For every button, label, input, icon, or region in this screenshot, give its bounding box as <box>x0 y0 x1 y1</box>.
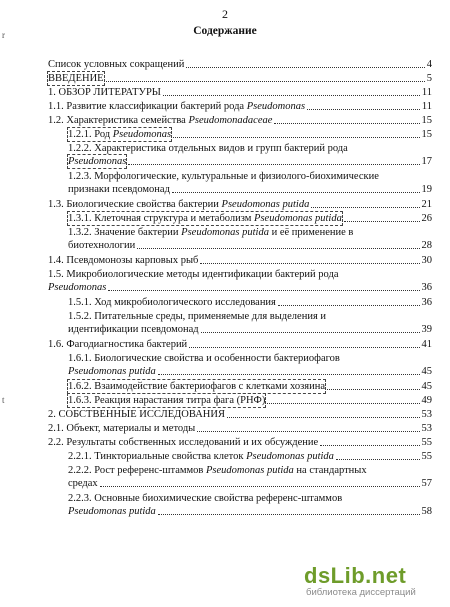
toc-page-number: 17 <box>421 156 432 167</box>
toc-entry-text: биотехнологии <box>68 240 136 251</box>
toc-page-number: 53 <box>421 423 432 434</box>
dot-leader <box>336 459 420 460</box>
toc-entry-text: 1.2.2. Характеристика отдельных видов и групп бактерий рода <box>68 143 348 154</box>
toc-entry[interactable] <box>68 394 432 407</box>
toc-entry-text: 1.3.2. Значение бактерии Pseudomonas putida и её применение в <box>68 227 354 238</box>
toc-entry-text: идентификации псевдомонад <box>68 324 199 335</box>
toc-page-number: 15 <box>421 129 432 140</box>
toc-entry[interactable] <box>68 128 432 141</box>
toc-page-number: 21 <box>421 199 432 210</box>
toc-entry[interactable] <box>68 492 432 518</box>
toc-entry-text: 1.6. Фагодиагностика бактерий <box>48 339 188 350</box>
dot-leader <box>186 67 424 68</box>
toc-entry[interactable] <box>68 226 432 252</box>
toc-entry-text: средах <box>68 478 98 489</box>
toc-entry-text: 1.2.1. Род Pseudomonas <box>68 129 172 140</box>
dot-leader <box>158 514 420 515</box>
toc-entry-text: 1.2. Характеристика семейства Pseudomonadaceae <box>48 115 273 126</box>
dot-leader <box>311 207 419 208</box>
toc-page-number: 49 <box>421 395 432 406</box>
margin-mark: t <box>2 395 5 405</box>
dot-leader <box>106 81 425 82</box>
toc-entry-text: 1.6.2. Взаимодействие бактериофагов с клетками хозяина <box>68 381 326 392</box>
toc-entry-text: 2.2.3. Основные биохимические свойства референс-штаммов <box>68 493 343 504</box>
toc-page-number: 55 <box>421 451 432 462</box>
toc-page-number: 5 <box>426 73 432 84</box>
dot-leader <box>108 290 419 291</box>
toc-page-number: 45 <box>421 381 432 392</box>
toc-page-number: 19 <box>421 184 432 195</box>
toc-entry[interactable] <box>68 170 432 196</box>
toc-entry[interactable] <box>68 352 432 378</box>
toc-page-number: 55 <box>421 437 432 448</box>
toc-entry[interactable] <box>48 198 432 211</box>
toc-entry[interactable] <box>48 254 432 267</box>
toc-entry-text: 2.2.2. Рост референс-штаммов Pseudomonas putida на стандартных <box>68 465 367 476</box>
toc-entry[interactable] <box>48 338 432 351</box>
toc-entry[interactable] <box>48 408 432 421</box>
dot-leader <box>267 403 419 404</box>
toc-entry[interactable] <box>68 296 432 309</box>
toc-entry[interactable] <box>68 450 432 463</box>
toc-page-number: 58 <box>421 506 432 517</box>
toc-entry-text: 1.5.2. Питательные среды, применяемые для выделения и <box>68 311 327 322</box>
toc-page-number: 36 <box>421 282 432 293</box>
toc-page-number: 36 <box>421 297 432 308</box>
dot-leader <box>307 109 420 110</box>
toc-page-number: 28 <box>421 240 432 251</box>
dot-leader <box>197 431 419 432</box>
toc-entry-text: 1.5. Микробиологические методы идентификации бактерий рода <box>48 269 339 280</box>
toc-entry[interactable] <box>68 142 432 168</box>
dot-leader <box>201 332 420 333</box>
toc-entry-text: Pseudomonas <box>48 282 107 293</box>
toc-page-number: 30 <box>421 255 432 266</box>
dot-leader <box>278 305 420 306</box>
dot-leader <box>274 123 419 124</box>
dslib-logo: dsLib.net <box>304 563 407 588</box>
dot-leader <box>163 95 420 96</box>
toc-entry-text: Pseudomonas putida <box>68 506 156 517</box>
toc-entry-text: ВВЕДЕНИЕ <box>48 73 104 84</box>
toc-entry-text: 2.2.1. Тинкториальные свойства клеток Pseudomonas putida <box>68 451 334 462</box>
toc-entry-text: Список условных сокращений <box>48 59 185 70</box>
toc-entry-text: 1.5.1. Ход микробиологического исследования <box>68 297 276 308</box>
toc-entry[interactable] <box>68 212 432 225</box>
toc-entry[interactable] <box>68 380 432 393</box>
toc-entry[interactable] <box>48 422 432 435</box>
toc-entry[interactable] <box>48 58 432 71</box>
dot-leader <box>173 137 419 138</box>
toc-page-number: 45 <box>421 366 432 377</box>
toc-entry-text: 1.6.1. Биологические свойства и особенности бактериофагов <box>68 353 340 364</box>
toc-entry-text: Pseudomonas <box>68 156 127 167</box>
toc-entry-text: 1.6.3. Реакция нарастания титра фага (РНФ) <box>68 395 266 406</box>
dot-leader <box>100 486 420 487</box>
toc-entry[interactable] <box>48 86 432 99</box>
toc-entry-text: признаки псевдомонад <box>68 184 170 195</box>
toc-page-number: 57 <box>421 478 432 489</box>
dot-leader <box>227 417 420 418</box>
dot-leader <box>128 164 419 165</box>
toc-page-number: 11 <box>421 101 432 112</box>
dot-leader <box>158 374 420 375</box>
toc-entry[interactable] <box>48 100 432 113</box>
page-title: Содержание <box>193 25 257 37</box>
toc-page-number: 53 <box>421 409 432 420</box>
toc-entry-text: 2.2. Результаты собственных исследований и их обсуждение <box>48 437 319 448</box>
toc-entry-text: 1.3. Биологические свойства бактерии Pseudomonas putida <box>48 199 310 210</box>
dot-leader <box>172 192 420 193</box>
dot-leader <box>320 445 419 446</box>
dot-leader <box>137 248 419 249</box>
toc-page-number: 4 <box>426 59 432 70</box>
dot-leader <box>327 389 419 390</box>
toc-entry[interactable] <box>48 114 432 127</box>
toc-entry[interactable] <box>48 268 432 294</box>
toc-entry-text: 2.1. Объект, материалы и методы <box>48 423 196 434</box>
dslib-subtitle: библиотека диссертаций <box>306 587 416 598</box>
toc-entry[interactable] <box>68 464 432 490</box>
toc-page-number: 11 <box>421 87 432 98</box>
watermark-logo <box>304 563 444 603</box>
toc-entry-text: 1.3.1. Клеточная структура и метаболизм Pseudomonas putida <box>68 213 342 224</box>
toc-entry[interactable] <box>48 72 432 85</box>
toc-entry-text: 1.2.3. Морфологические, культуральные и физиолого-биохимические <box>68 171 379 182</box>
page-number: 2 <box>222 7 228 21</box>
margin-mark: r <box>2 30 5 40</box>
toc-entry[interactable] <box>48 436 432 449</box>
toc-entry-text: 1.1. Развитие классификации бактерий рода Pseudomonas <box>48 101 306 112</box>
toc-page-number: 39 <box>421 324 432 335</box>
toc-entry[interactable] <box>68 310 432 336</box>
toc-entry-text: 1. ОБЗОР ЛИТЕРАТУРЫ <box>48 87 161 98</box>
dot-leader <box>189 347 419 348</box>
dot-leader <box>200 263 419 264</box>
toc-page-number: 41 <box>421 339 432 350</box>
toc-entry-text: 1.4. Псевдомонозы карповых рыб <box>48 255 199 266</box>
dot-leader <box>344 221 420 222</box>
toc-page-number: 15 <box>421 115 432 126</box>
toc-entry-text: 2. СОБСТВЕННЫЕ ИССЛЕДОВАНИЯ <box>48 409 225 420</box>
toc-entry-text: Pseudomonas putida <box>68 366 156 377</box>
toc-page-number: 26 <box>421 213 432 224</box>
